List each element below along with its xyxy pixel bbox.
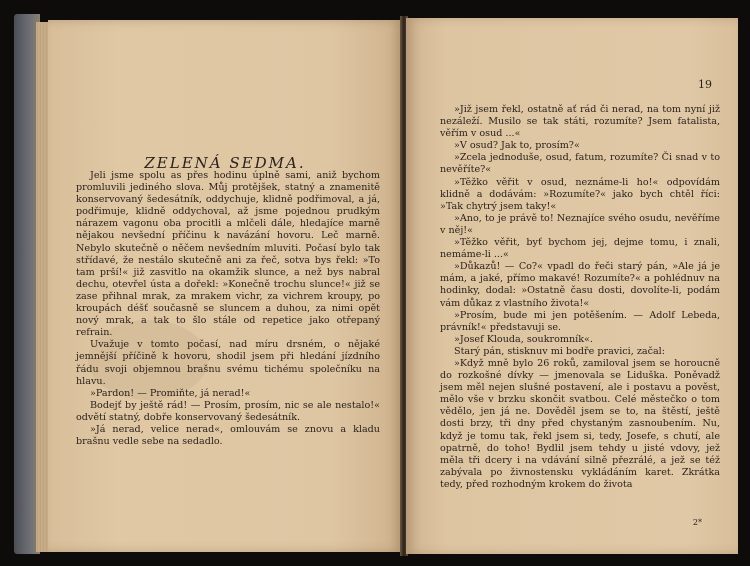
page-number: 19 [698,78,712,91]
paragraph: »V osud? Jak to, prosím?« [454,140,580,152]
paragraph: »Prosím, bude mi jen potěšením. — Adolf Lebeda, právník!« představuji se. [440,309,720,333]
signature-mark: 2* [692,518,702,527]
paragraph: Bodejť by ještě rád! — Prosím, prosím, nic se ale nestalo!« odvětí statný, dobře konservovaný šedesátník. [76,399,380,423]
paragraph: »Když mně bylo 26 roků, zamiloval jsem se horoucně do rozkošné dívky — jmenovala se Liduška. Poněvadž jsem měl nejen slušné postavení, ale i postavu a pověst, mělo vše v brzku skončit svatbou. Celé městečko o tom vědělo, jen já ne. Dověděl jsem se to, na štěstí, ještě dosti brzy, tři dny před chystaným zasnoubením. Nu, když je tomu tak, řekl jsem si, tedy, Josefe, s chutí, ale opatrně, do toho! Bydlil jsem tehdy u jisté vdovy, jež měla tři dcery i na vdávání silně přezrálé, a jež se též zabývala po živnostensku vykládáním karet. Zkrátka tedy, před rozhodným krokem do života [440,357,720,490]
open-book [14,8,744,560]
paragraph: »Ano, to je právě to! Neznajíce svého osudu, nevěříme v něj!« [440,212,720,236]
paragraph: »Těžko věřit v osud, neznáme-li ho!« odpovídám klidně a dodávám: »Rozumíte?« jako bych chtěl říci: »Tak chytrý jsem taky!« [440,176,720,212]
paragraph: »Již jsem řekl, ostatně ať rád či nerad, na tom nyní již nezáleží. Musilo se tak státi, rozumíte? Jsem fatalista, věřím v osud ...« [440,104,720,140]
paragraph: Starý pán, stisknuv mi bodře pravici, začal: [454,345,665,357]
left-page-body [76,170,380,448]
paragraph: Jeli jsme spolu as přes hodinu úplně sami, aniž bychom promluvili jediného slova. Můj protějšek, statný a znamenitě konservovaný šedesátník, oddychuje, klidně podřimoval, a já, podřimuje, klidně oddychoval, až jsme pojednou prudkým nárazem vagonu oba procitli a mlčeli dále, hledajíce marně nějakou nevšední příčinu k navázání hovoru. Leč marně. Nebylo skutečně o něčem nevšedním mluviti. Počasí bylo tak střídavé, že nestálo skutečně ani za řeč, sotva bys řekl: »To tam prší!« již zasvitlo na okamžik slunce, a než bys nabral dechu, otevřel ústa a dořekl: »Konečně trochu slunce!« již se zase přihnal mrak, za mrakem vichr, za vichrem kroupy, po kroupách déšť současně se sluncem a duhou, za nimi opět nový mrak, a tak to šlo stále od repetice jako otřepaný refrain. [76,170,380,339]
paragraph: »Těžko věřit, byť bychom jej, dejme tomu, i znali, nemáme-li ...« [440,237,720,261]
paragraph: »Josef Klouda, soukromník«. [454,333,593,345]
paragraph: »Pardon! — Promiňte, já nerad!« [90,387,251,399]
chapter-title: ZELENÁ SEDMA. [144,154,306,172]
right-page [406,18,738,554]
right-page-body [440,104,720,491]
left-page [48,20,402,552]
paragraph: »Zcela jednoduše, osud, fatum, rozumíte? Či snad v to nevěříte?« [440,152,720,176]
paragraph: Uvažuje v tomto počasí, nad míru drsném, o nějaké jemnější příčině k hovoru, shodil jsem při hledání jízdního řádu svoji objemnou brašnu svému tichému společníku na hlavu. [76,339,380,387]
paragraph: »Já nerad, velice nerad«, omlouvám se znovu a kladu brašnu vedle sebe na sedadlo. [76,423,380,448]
paragraph: »Důkazů! — Co?« vpadl do řeči starý pán, »Ale já je mám, a jaké, přímo makavé! Rozumíte?« a pohlédnuv na hodinky, dodal: »Ostatně času dosti, dovolíte-li, podám vám důkaz z vlastního života!« [440,261,720,309]
